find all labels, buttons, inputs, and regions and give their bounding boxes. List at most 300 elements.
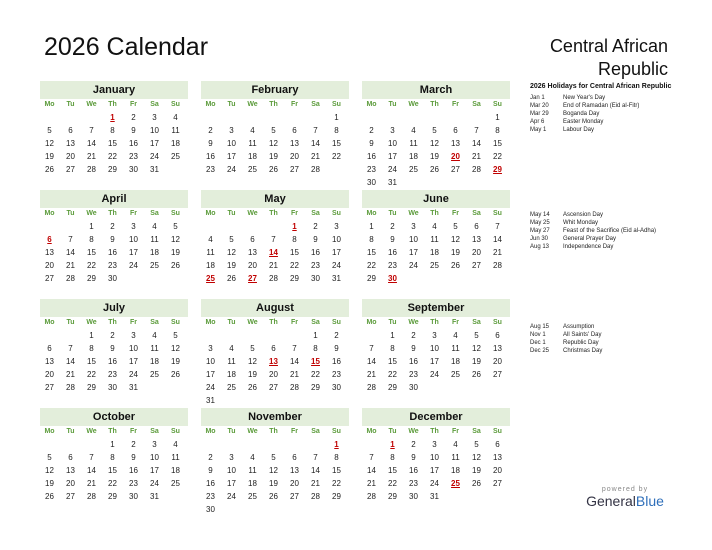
month-title: July — [40, 299, 188, 317]
date-cell: 16 — [332, 357, 341, 366]
weekday-label: Tu — [388, 101, 397, 108]
date-cell: 13 — [290, 466, 299, 475]
date-cell: 14 — [87, 466, 96, 475]
holiday-date-label: May 27 — [530, 228, 550, 234]
date-cell: 12 — [45, 139, 54, 148]
date-cell: 15 — [367, 248, 376, 257]
holiday-name: Ascension Day — [563, 212, 604, 218]
date-cell: 14 — [66, 248, 75, 257]
date-cell: 25 — [248, 165, 257, 174]
date-cell: 28 — [87, 492, 96, 501]
date-cell: 23 — [129, 152, 138, 161]
date-cell: 26 — [171, 261, 180, 270]
date-cell: 29 — [388, 383, 397, 392]
holiday-name: Feast of the Sacrifice (Eid al-Adha) — [563, 228, 657, 234]
date-cell: 30 — [129, 492, 138, 501]
date-cell: 31 — [430, 492, 439, 501]
weekday-label: Su — [171, 428, 180, 435]
date-cell: 11 — [171, 453, 180, 462]
date-cell: 8 — [390, 453, 395, 462]
date-cell: 20 — [269, 370, 278, 379]
date-cell: 7 — [89, 453, 94, 462]
date-cell: 17 — [129, 357, 138, 366]
date-cell: 20 — [493, 466, 502, 475]
date-cell: 22 — [493, 152, 502, 161]
date-cell: 7 — [313, 126, 318, 135]
date-cell: 3 — [208, 344, 213, 353]
date-cell: 1 — [89, 222, 94, 231]
holiday-item — [530, 331, 700, 339]
date-cell: 20 — [248, 261, 257, 270]
date-cell: 15 — [493, 139, 502, 148]
date-cell: 16 — [129, 466, 138, 475]
month-september — [362, 299, 510, 394]
weekday-label: Th — [108, 210, 117, 217]
holiday-date: 1 — [292, 222, 297, 231]
date-cell: 27 — [45, 383, 54, 392]
holiday-date-label: Mar 29 — [530, 111, 549, 117]
date-cell: 9 — [110, 235, 115, 244]
weekday-label: Fr — [130, 210, 137, 217]
date-cell: 13 — [45, 248, 54, 257]
date-cell: 20 — [290, 479, 299, 488]
date-cell: 6 — [68, 453, 73, 462]
date-cell: 28 — [367, 383, 376, 392]
empty-cell — [263, 438, 284, 451]
date-cell: 21 — [269, 261, 278, 270]
date-cell: 22 — [311, 370, 320, 379]
month-days — [361, 208, 510, 285]
weekday-label: Mo — [205, 101, 216, 108]
date-cell: 3 — [411, 222, 416, 231]
date-cell: 5 — [453, 222, 458, 231]
date-cell: 2 — [411, 440, 416, 449]
month-days — [39, 208, 188, 285]
date-cell: 2 — [110, 331, 115, 340]
date-cell: 7 — [89, 126, 94, 135]
weekday-label: Fr — [452, 101, 459, 108]
date-cell: 2 — [390, 222, 395, 231]
date-cell: 20 — [472, 248, 481, 257]
weekday-label: Su — [332, 319, 341, 326]
date-cell: 24 — [227, 492, 236, 501]
holiday-name: Whit Monday — [563, 220, 599, 226]
weekday-label: Su — [332, 428, 341, 435]
date-cell: 2 — [313, 222, 318, 231]
date-cell: 4 — [411, 126, 416, 135]
date-cell: 15 — [388, 466, 397, 475]
weekday-label: Th — [108, 428, 117, 435]
holiday-date: 1 — [334, 440, 339, 449]
holiday-name: All Saints' Day — [563, 332, 602, 338]
date-cell: 9 — [131, 126, 136, 135]
date-cell: 5 — [47, 126, 52, 135]
weekday-label: Th — [269, 101, 278, 108]
date-cell: 16 — [409, 357, 418, 366]
date-cell: 26 — [45, 165, 54, 174]
date-cell: 12 — [248, 357, 257, 366]
date-cell: 8 — [89, 235, 94, 244]
date-cell: 12 — [269, 466, 278, 475]
date-cell: 2 — [334, 331, 339, 340]
date-cell: 12 — [472, 453, 481, 462]
holiday-date-label: Jun 30 — [530, 236, 549, 242]
date-cell: 3 — [390, 126, 395, 135]
date-cell: 2 — [369, 126, 374, 135]
date-cell: 24 — [227, 165, 236, 174]
holiday-name: General Prayer Day — [563, 236, 617, 242]
date-cell: 5 — [432, 126, 437, 135]
date-cell: 5 — [250, 344, 255, 353]
weekday-label: Tu — [388, 428, 397, 435]
empty-cell — [242, 329, 263, 342]
date-cell: 31 — [388, 178, 397, 187]
month-days — [200, 208, 349, 285]
holiday-item — [530, 126, 700, 134]
weekday-label: Su — [171, 101, 180, 108]
date-cell: 19 — [472, 357, 481, 366]
empty-cell — [221, 111, 242, 124]
date-cell: 22 — [332, 152, 341, 161]
month-days — [39, 99, 188, 176]
date-cell: 8 — [313, 344, 318, 353]
weekday-label: Tu — [227, 210, 236, 217]
date-cell: 2 — [131, 440, 136, 449]
date-cell: 14 — [87, 139, 96, 148]
month-february — [201, 81, 349, 176]
date-cell: 10 — [150, 453, 159, 462]
date-cell: 2 — [110, 222, 115, 231]
date-cell: 9 — [411, 344, 416, 353]
date-cell: 21 — [472, 152, 481, 161]
date-cell: 16 — [409, 466, 418, 475]
date-cell: 4 — [208, 235, 213, 244]
date-cell: 28 — [66, 274, 75, 283]
holiday-date-label: Aug 13 — [530, 244, 550, 250]
date-cell: 24 — [332, 261, 341, 270]
holiday-item — [530, 94, 700, 102]
date-cell: 9 — [313, 235, 318, 244]
date-cell: 19 — [45, 152, 54, 161]
brand-name-part1: General — [586, 493, 636, 509]
date-cell: 7 — [68, 344, 73, 353]
date-cell: 21 — [290, 370, 299, 379]
date-cell: 24 — [430, 370, 439, 379]
empty-cell — [361, 438, 382, 451]
holiday-date: 30 — [388, 274, 397, 283]
weekday-label: Su — [493, 210, 502, 217]
month-april — [40, 190, 188, 285]
date-cell: 23 — [206, 492, 215, 501]
weekday-label: Th — [269, 428, 278, 435]
date-cell: 27 — [66, 492, 75, 501]
date-cell: 10 — [332, 235, 341, 244]
date-cell: 11 — [171, 126, 180, 135]
weekday-label: We — [408, 319, 419, 326]
date-cell: 18 — [451, 466, 460, 475]
date-cell: 24 — [129, 261, 138, 270]
date-cell: 4 — [152, 222, 157, 231]
empty-cell — [60, 220, 81, 233]
month-days — [361, 426, 510, 503]
empty-cell — [39, 438, 60, 451]
date-cell: 5 — [173, 331, 178, 340]
date-cell: 6 — [271, 344, 276, 353]
date-cell: 27 — [290, 492, 299, 501]
date-cell: 27 — [472, 261, 481, 270]
date-cell: 22 — [332, 479, 341, 488]
date-cell: 17 — [129, 248, 138, 257]
date-cell: 8 — [110, 453, 115, 462]
holiday-item — [530, 227, 700, 235]
empty-cell — [466, 111, 487, 124]
date-cell: 8 — [89, 344, 94, 353]
date-cell: 18 — [248, 479, 257, 488]
date-cell: 18 — [451, 357, 460, 366]
date-cell: 7 — [474, 126, 479, 135]
weekday-label: Tu — [227, 101, 236, 108]
date-cell: 1 — [390, 331, 395, 340]
date-cell: 2 — [208, 453, 213, 462]
date-cell: 3 — [432, 331, 437, 340]
date-cell: 18 — [150, 357, 159, 366]
date-cell: 4 — [432, 222, 437, 231]
holiday-date-label: Dec 1 — [530, 340, 546, 346]
empty-cell — [60, 329, 81, 342]
weekday-label: Th — [269, 210, 278, 217]
month-title: June — [362, 190, 510, 208]
date-cell: 1 — [495, 113, 500, 122]
date-cell: 24 — [388, 165, 397, 174]
date-cell: 15 — [388, 357, 397, 366]
holiday-date-label: Jan 1 — [530, 95, 545, 101]
date-cell: 12 — [430, 139, 439, 148]
holiday-date-label: May 25 — [530, 220, 550, 226]
empty-cell — [242, 220, 263, 233]
date-cell: 5 — [229, 235, 234, 244]
date-cell: 27 — [493, 370, 502, 379]
date-cell: 9 — [390, 235, 395, 244]
weekday-label: Sa — [311, 319, 320, 326]
weekday-label: We — [86, 319, 97, 326]
date-cell: 17 — [332, 248, 341, 257]
date-cell: 22 — [87, 261, 96, 270]
holiday-date: 25 — [206, 274, 215, 283]
month-title: September — [362, 299, 510, 317]
weekday-label: We — [247, 428, 258, 435]
date-cell: 13 — [290, 139, 299, 148]
date-cell: 4 — [173, 440, 178, 449]
date-cell: 6 — [292, 453, 297, 462]
date-cell: 10 — [129, 235, 138, 244]
date-cell: 16 — [367, 152, 376, 161]
date-cell: 28 — [493, 261, 502, 270]
date-cell: 22 — [108, 152, 117, 161]
date-cell: 14 — [493, 235, 502, 244]
date-cell: 12 — [269, 139, 278, 148]
holidays-title: 2026 Holidays for Central African Republic — [530, 83, 672, 90]
date-cell: 4 — [453, 440, 458, 449]
date-cell: 3 — [229, 453, 234, 462]
month-days — [39, 426, 188, 503]
holiday-list-q2 — [530, 211, 700, 251]
holiday-date-label: Nov 1 — [530, 332, 546, 338]
date-cell: 22 — [388, 370, 397, 379]
date-cell: 3 — [131, 222, 136, 231]
date-cell: 25 — [430, 261, 439, 270]
holiday-date: 20 — [451, 152, 460, 161]
holiday-name: Christmas Day — [563, 348, 603, 354]
date-cell: 25 — [150, 370, 159, 379]
date-cell: 30 — [409, 383, 418, 392]
holiday-name: Independence Day — [563, 244, 614, 250]
date-cell: 6 — [47, 344, 52, 353]
date-cell: 3 — [152, 440, 157, 449]
date-cell: 9 — [131, 453, 136, 462]
holiday-name: Boganda Day — [563, 111, 600, 117]
date-cell: 18 — [150, 248, 159, 257]
date-cell: 18 — [248, 152, 257, 161]
weekday-label: Su — [493, 101, 502, 108]
weekday-label: Fr — [452, 319, 459, 326]
weekday-label: Tu — [388, 319, 397, 326]
date-cell: 21 — [367, 479, 376, 488]
weekday-label: Mo — [44, 319, 55, 326]
weekday-label: Th — [269, 319, 278, 326]
empty-cell — [263, 220, 284, 233]
date-cell: 12 — [451, 235, 460, 244]
date-cell: 13 — [493, 344, 502, 353]
weekday-label: Su — [493, 428, 502, 435]
brand-name — [580, 493, 670, 509]
date-cell: 17 — [227, 152, 236, 161]
date-cell: 23 — [409, 479, 418, 488]
holiday-date: 14 — [269, 248, 278, 257]
date-cell: 1 — [313, 331, 318, 340]
date-cell: 8 — [390, 344, 395, 353]
date-cell: 11 — [227, 357, 236, 366]
date-cell: 8 — [110, 126, 115, 135]
date-cell: 8 — [369, 235, 374, 244]
date-cell: 16 — [206, 152, 215, 161]
empty-cell — [361, 329, 382, 342]
date-cell: 14 — [367, 466, 376, 475]
date-cell: 23 — [311, 261, 320, 270]
weekday-label: We — [408, 101, 419, 108]
date-cell: 1 — [369, 222, 374, 231]
country-name: Central African Republic — [549, 36, 668, 79]
date-cell: 28 — [311, 492, 320, 501]
weekday-label: Fr — [291, 428, 298, 435]
date-cell: 3 — [152, 113, 157, 122]
holiday-item — [530, 102, 700, 110]
empty-cell — [361, 111, 382, 124]
date-cell: 4 — [152, 331, 157, 340]
holiday-name: Easter Monday — [563, 119, 604, 125]
date-cell: 9 — [110, 344, 115, 353]
date-cell: 18 — [206, 261, 215, 270]
month-title: May — [201, 190, 349, 208]
date-cell: 26 — [171, 370, 180, 379]
empty-cell — [263, 111, 284, 124]
empty-cell — [200, 220, 221, 233]
date-cell: 18 — [171, 466, 180, 475]
weekday-label: Fr — [130, 428, 137, 435]
holiday-date: 6 — [47, 235, 52, 244]
empty-cell — [305, 438, 326, 451]
date-cell: 23 — [206, 165, 215, 174]
date-cell: 13 — [493, 453, 502, 462]
weekday-label: Mo — [366, 319, 377, 326]
month-march — [362, 81, 510, 189]
date-cell: 19 — [171, 248, 180, 257]
empty-cell — [200, 438, 221, 451]
weekday-label: Sa — [472, 428, 481, 435]
date-cell: 22 — [367, 261, 376, 270]
date-cell: 4 — [453, 331, 458, 340]
date-cell: 27 — [66, 165, 75, 174]
date-cell: 2 — [411, 331, 416, 340]
date-cell: 14 — [311, 466, 320, 475]
date-cell: 12 — [171, 344, 180, 353]
month-july — [40, 299, 188, 394]
date-cell: 30 — [108, 274, 117, 283]
date-cell: 23 — [388, 261, 397, 270]
date-cell: 13 — [66, 466, 75, 475]
date-cell: 26 — [472, 479, 481, 488]
weekday-label: Th — [430, 319, 439, 326]
date-cell: 21 — [66, 370, 75, 379]
holiday-item — [530, 211, 700, 219]
holiday-item — [530, 323, 700, 331]
date-cell: 16 — [108, 357, 117, 366]
holiday-item — [530, 339, 700, 347]
weekday-label: Th — [430, 428, 439, 435]
weekday-label: Sa — [311, 210, 320, 217]
date-cell: 28 — [290, 383, 299, 392]
date-cell: 25 — [451, 370, 460, 379]
empty-cell — [221, 220, 242, 233]
page-title: 2026 Calendar — [44, 33, 209, 61]
weekday-label: We — [247, 319, 258, 326]
date-cell: 5 — [474, 331, 479, 340]
date-cell: 6 — [68, 126, 73, 135]
date-cell: 31 — [206, 396, 215, 405]
weekday-label: Fr — [452, 210, 459, 217]
holiday-list-q3 — [530, 323, 700, 355]
month-title: August — [201, 299, 349, 317]
date-cell: 23 — [332, 370, 341, 379]
date-cell: 5 — [271, 453, 276, 462]
date-cell: 26 — [430, 165, 439, 174]
month-may — [201, 190, 349, 285]
weekday-label: We — [408, 210, 419, 217]
empty-cell — [221, 329, 242, 342]
weekday-label: Mo — [44, 428, 55, 435]
date-cell: 15 — [290, 248, 299, 257]
date-cell: 30 — [332, 383, 341, 392]
holiday-name: Republic Day — [563, 340, 599, 346]
weekday-label: Th — [108, 319, 117, 326]
date-cell: 7 — [495, 222, 500, 231]
date-cell: 26 — [227, 274, 236, 283]
weekday-label: Mo — [44, 101, 55, 108]
date-cell: 30 — [409, 492, 418, 501]
date-cell: 11 — [248, 139, 257, 148]
date-cell: 10 — [430, 344, 439, 353]
date-cell: 13 — [451, 139, 460, 148]
date-cell: 14 — [311, 139, 320, 148]
